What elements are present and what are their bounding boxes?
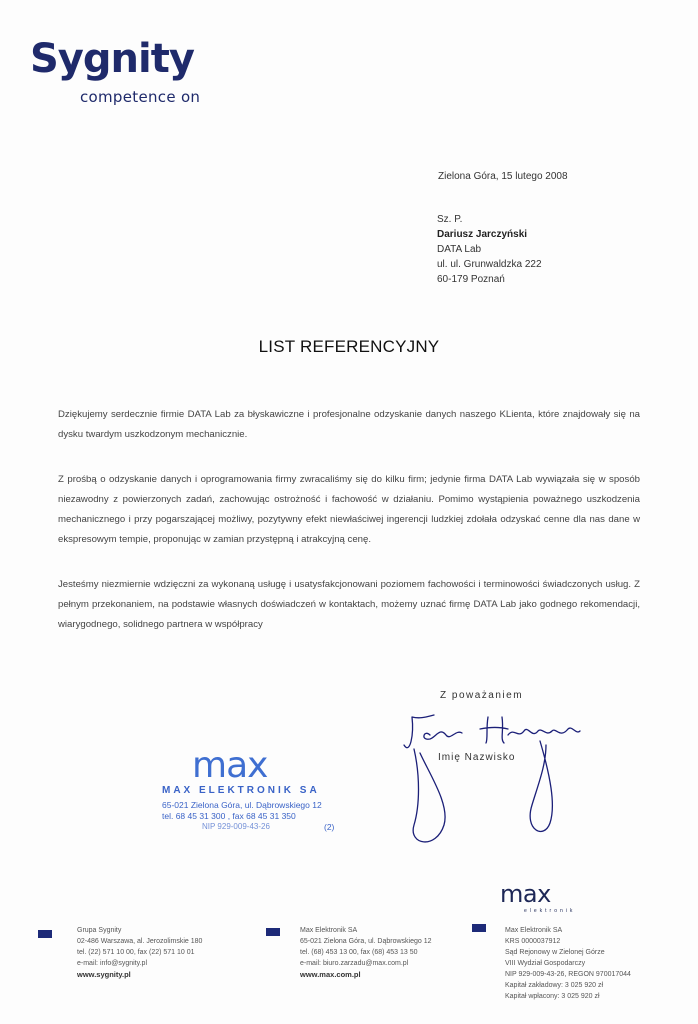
footer-col3-capital2: Kapitał wpłacony: 3 025 920 zł — [505, 993, 600, 1000]
footer-col2-email: e-mail: biuro.zarzadu@max.com.pl — [300, 960, 409, 967]
footer-col3-capital1: Kapitał zakładowy: 3 025 920 zł — [505, 982, 604, 989]
stamp-company-name: MAX ELEKTRONIK SA — [162, 785, 320, 796]
place-date: Zielona Góra, 15 lutego 2008 — [438, 171, 568, 182]
stamp-max-logo: max — [192, 745, 268, 786]
stamp-nip: NIP 929-009-43-26 — [202, 822, 270, 831]
footer-col1-web: www.sygnity.pl — [77, 970, 131, 979]
footer-col2-phone: tel. (68) 453 13 00, fax (68) 453 13 50 — [300, 949, 418, 956]
footer-col2-address: 65-021 Zielona Góra, ul. Dąbrowskiego 12 — [300, 938, 432, 945]
footer-col3-nip: NIP 929-009-43-26, REGON 970017044 — [505, 971, 631, 978]
tagline: competence on — [80, 88, 201, 106]
footer-col2-web: www.max.com.pl — [300, 970, 361, 979]
footer-logo-word: max — [500, 880, 551, 908]
handwritten-signature — [400, 705, 600, 855]
footer-col1-name: Grupa Sygnity — [77, 927, 122, 934]
paragraph-3: Jesteśmy niezmiernie wdzięczni za wykonaną usługę i usatysfakcjonowani poziomem fachowości i terminowości świadczonych usług. Z pełnym przekonaniem, na podstawie własnych doświadczeń w kontaktach, możemy uznać firmę DATA Lab jako godnego rekomendacji, wiarygodnego, solidnego partnera w współpracy — [58, 579, 640, 630]
stamp-phone: tel. 68 45 31 300 , fax 68 45 31 350 — [162, 811, 296, 821]
stamp-address: 65-021 Zielona Góra, ul. Dąbrowskiego 12 — [162, 800, 322, 810]
footer-col2-name: Max Elektronik SA — [300, 927, 358, 934]
signature-caption: Imię Nazwisko — [438, 752, 516, 763]
sygnity-logo: Sygnity — [30, 36, 194, 82]
footer-max-logo — [500, 880, 600, 916]
recipient-city: 60-179 Poznań — [437, 274, 505, 285]
footer-col-max — [300, 925, 432, 980]
footer-col3-court: Sąd Rejonowy w Zielonej Górze — [505, 949, 605, 956]
recipient-salutation: Sz. P. — [437, 214, 463, 225]
footer-mark-3 — [472, 924, 486, 932]
footer-col1-address: 02-486 Warszawa, al. Jerozolimskie 180 — [77, 938, 203, 945]
footer-col-sygnity — [77, 925, 202, 980]
letter-body — [58, 405, 640, 660]
company-stamp — [160, 745, 360, 835]
paragraph-1: Dziękujemy serdecznie firmie DATA Lab za błyskawiczne i profesjonalne odzyskanie danych naszego KLienta, które znajdowały się na dysku twardym uszkodzonym mechanicznie. — [58, 409, 640, 440]
footer-mark-2 — [266, 928, 280, 936]
recipient-block — [437, 212, 542, 287]
footer-col3-krs: KRS 0000037912 — [505, 938, 561, 945]
footer-mark-1 — [38, 930, 52, 938]
recipient-name: Dariusz Jarczyński — [437, 229, 528, 240]
paragraph-2: Z prośbą o odzyskanie danych i oprogramowania firmy zwracaliśmy się do kilku firm; jedynie firma DATA Lab wywiązała się w sposób niezawodny z powierzonych zadań, zachowując ostrożność i fachowość w działaniu. Pomimo wystąpienia poważnego uszkodzenia mechanicznego i przy pogarszającej możliwy, pozytywny efekt niewłaściwej ingerencji ludzkiej zdołała odzyskać cenne dla nas dane w ekspresowym tempie, proponując w zamian przystępną i atrakcyjną cenę. — [58, 474, 640, 545]
closing-regards: Z poważaniem — [440, 690, 524, 701]
recipient-company: DATA Lab — [437, 244, 482, 255]
footer-col3-name: Max Elektronik SA — [505, 927, 563, 934]
stamp-number: (2) — [324, 822, 335, 832]
footer-logo-sub: elektronik — [524, 908, 576, 914]
footer-col3-dept: VIII Wydział Gospodarczy — [505, 960, 586, 967]
letter-title: LIST REFERENCYJNY — [258, 337, 440, 356]
footer-col1-phone: tel. (22) 571 10 00, fax (22) 571 10 01 — [77, 949, 195, 956]
recipient-street: ul. ul. Grunwaldzka 222 — [437, 259, 542, 270]
footer-col-registry — [505, 925, 631, 1002]
footer-col1-email: e-mail: info@sygnity.pl — [77, 960, 147, 967]
